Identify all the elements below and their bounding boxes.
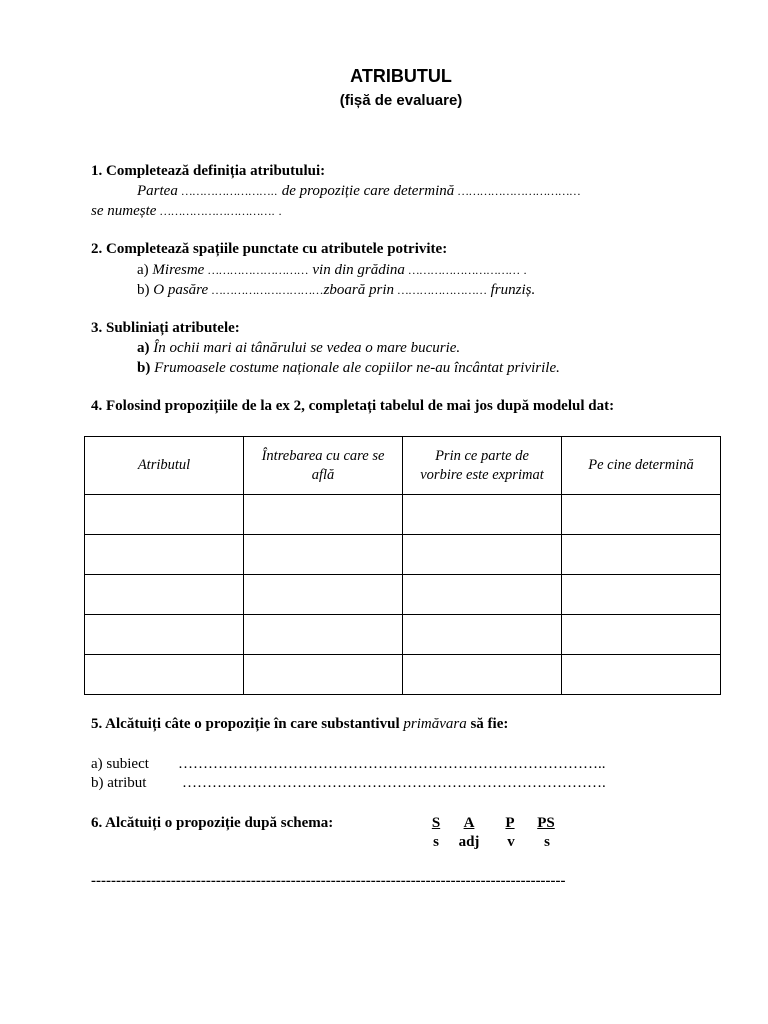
table-cell[interactable] — [244, 535, 403, 575]
ex5-subiect-answer-line[interactable]: ………………………………………………………………………….. — [178, 756, 606, 772]
table-row — [85, 575, 721, 615]
table-row — [85, 535, 721, 575]
table-cell[interactable] — [403, 655, 562, 695]
table-cell[interactable] — [244, 655, 403, 695]
column-header-intrebarea: Întrebarea cu care se află — [244, 437, 403, 495]
table-cell[interactable] — [85, 495, 244, 535]
table-cell[interactable] — [562, 615, 721, 655]
ex1-blank-1: …………………….. — [181, 184, 278, 198]
scheme-bottom-v: v — [507, 834, 515, 850]
evaluation-table — [84, 436, 721, 695]
table-cell[interactable] — [85, 535, 244, 575]
ex3-a-text: În ochii mari ai tânărului se vedea o mare bucurie. — [153, 340, 461, 356]
ex2-a-label: a) — [137, 262, 149, 278]
column-header-parte-vorbire: Prin ce parte de vorbire este exprimat — [403, 437, 562, 495]
column-header-pe-cine: Pe cine determină — [562, 437, 721, 495]
page-title: ATRIBUTUL — [350, 66, 452, 86]
scheme-top-ps: PS — [537, 815, 555, 831]
ex2-b-text3: frunziș. — [490, 282, 536, 298]
ex1-line2 — [91, 203, 282, 220]
ex1-line2-text: se numește — [91, 203, 157, 219]
ex2-a-blank-2: ………………………… . — [408, 263, 528, 277]
page-subtitle: (fișă de evaluare) — [339, 92, 463, 109]
table-cell[interactable] — [562, 575, 721, 615]
ex5-heading-a: 5. Alcătuiți câte o propoziție în care substantivul — [91, 716, 404, 732]
ex3-a-label: a) — [137, 340, 150, 356]
ex5-heading-word: primăvara — [403, 716, 467, 732]
table-cell[interactable] — [85, 655, 244, 695]
ex1-line1 — [137, 183, 581, 200]
column-header-atributul: Atributul — [85, 437, 244, 495]
ex5-atribut-answer-line[interactable]: …………………………………………………………………………. — [182, 775, 606, 791]
scheme-bottom-adj: adj — [458, 834, 480, 850]
ex2-item-a — [137, 262, 527, 279]
scheme-bottom-s2: s — [544, 834, 550, 850]
ex5-heading-b: să fie: — [466, 716, 509, 732]
ex2-a-blank-1: ……………………… — [208, 263, 309, 277]
ex3-heading: 3. Subliniați atributele: — [91, 320, 240, 336]
table-row — [85, 495, 721, 535]
ex3-b-text: Frumoasele costume naționale ale copiilor ne-au încântat privirile. — [154, 360, 560, 376]
ex2-b-text2: zboară prin — [323, 282, 394, 298]
ex4-heading: 4. Folosind propozițiile de la ex 2, completați tabelul de mai jos după modelul dat: — [91, 398, 615, 414]
table-cell[interactable] — [244, 575, 403, 615]
ex5-atribut-label: b) atribut — [91, 775, 147, 791]
ex3-item-b — [137, 360, 560, 377]
table-cell[interactable] — [403, 615, 562, 655]
ex5-heading — [91, 716, 508, 733]
table-cell[interactable] — [562, 655, 721, 695]
ex1-heading: 1. Completează definiția atributului: — [91, 163, 326, 179]
ex1-blank-3: …………………………. . — [160, 204, 283, 218]
scheme-top-s: S — [431, 815, 441, 831]
ex5-subiect-label: a) subiect — [91, 756, 149, 772]
table-cell[interactable] — [403, 535, 562, 575]
table-row — [85, 615, 721, 655]
ex2-b-blank-2: …………………… — [397, 283, 491, 297]
ex6-heading: 6. Alcătuiți o propoziție după schema: — [91, 815, 334, 831]
ex2-heading: 2. Completează spațiile punctate cu atributele potrivite: — [91, 241, 448, 257]
table-cell[interactable] — [403, 495, 562, 535]
table-cell[interactable] — [403, 575, 562, 615]
scheme-top-a: A — [463, 815, 475, 831]
ex2-a-text1: Miresme — [152, 262, 205, 278]
table-cell[interactable] — [244, 615, 403, 655]
table-cell[interactable] — [85, 615, 244, 655]
ex1-line1-text-b: de propoziție care determină — [277, 183, 455, 199]
ex6-answer-line[interactable]: ----------------------------------------------------------------------------------------------- — [91, 873, 566, 889]
scheme-bottom-s: s — [433, 834, 439, 850]
table-row — [85, 655, 721, 695]
table-header-row — [85, 437, 721, 495]
scheme-top-p: P — [505, 815, 515, 831]
ex2-b-text1: O pasăre — [153, 282, 209, 298]
ex1-blank-2: …………………………… — [458, 184, 581, 198]
ex2-b-label: b) — [137, 282, 150, 298]
table-cell[interactable] — [244, 495, 403, 535]
ex3-item-a — [137, 340, 460, 357]
table-cell[interactable] — [562, 535, 721, 575]
table-cell[interactable] — [85, 575, 244, 615]
ex2-item-b — [137, 282, 535, 299]
ex3-b-label: b) — [137, 360, 151, 376]
ex2-a-text2: vin din grădina — [312, 262, 405, 278]
ex2-b-blank-1: ………………………… — [211, 283, 324, 297]
ex1-line1-text-a: Partea — [137, 183, 178, 199]
sentence-scheme — [422, 815, 572, 855]
table-cell[interactable] — [562, 495, 721, 535]
